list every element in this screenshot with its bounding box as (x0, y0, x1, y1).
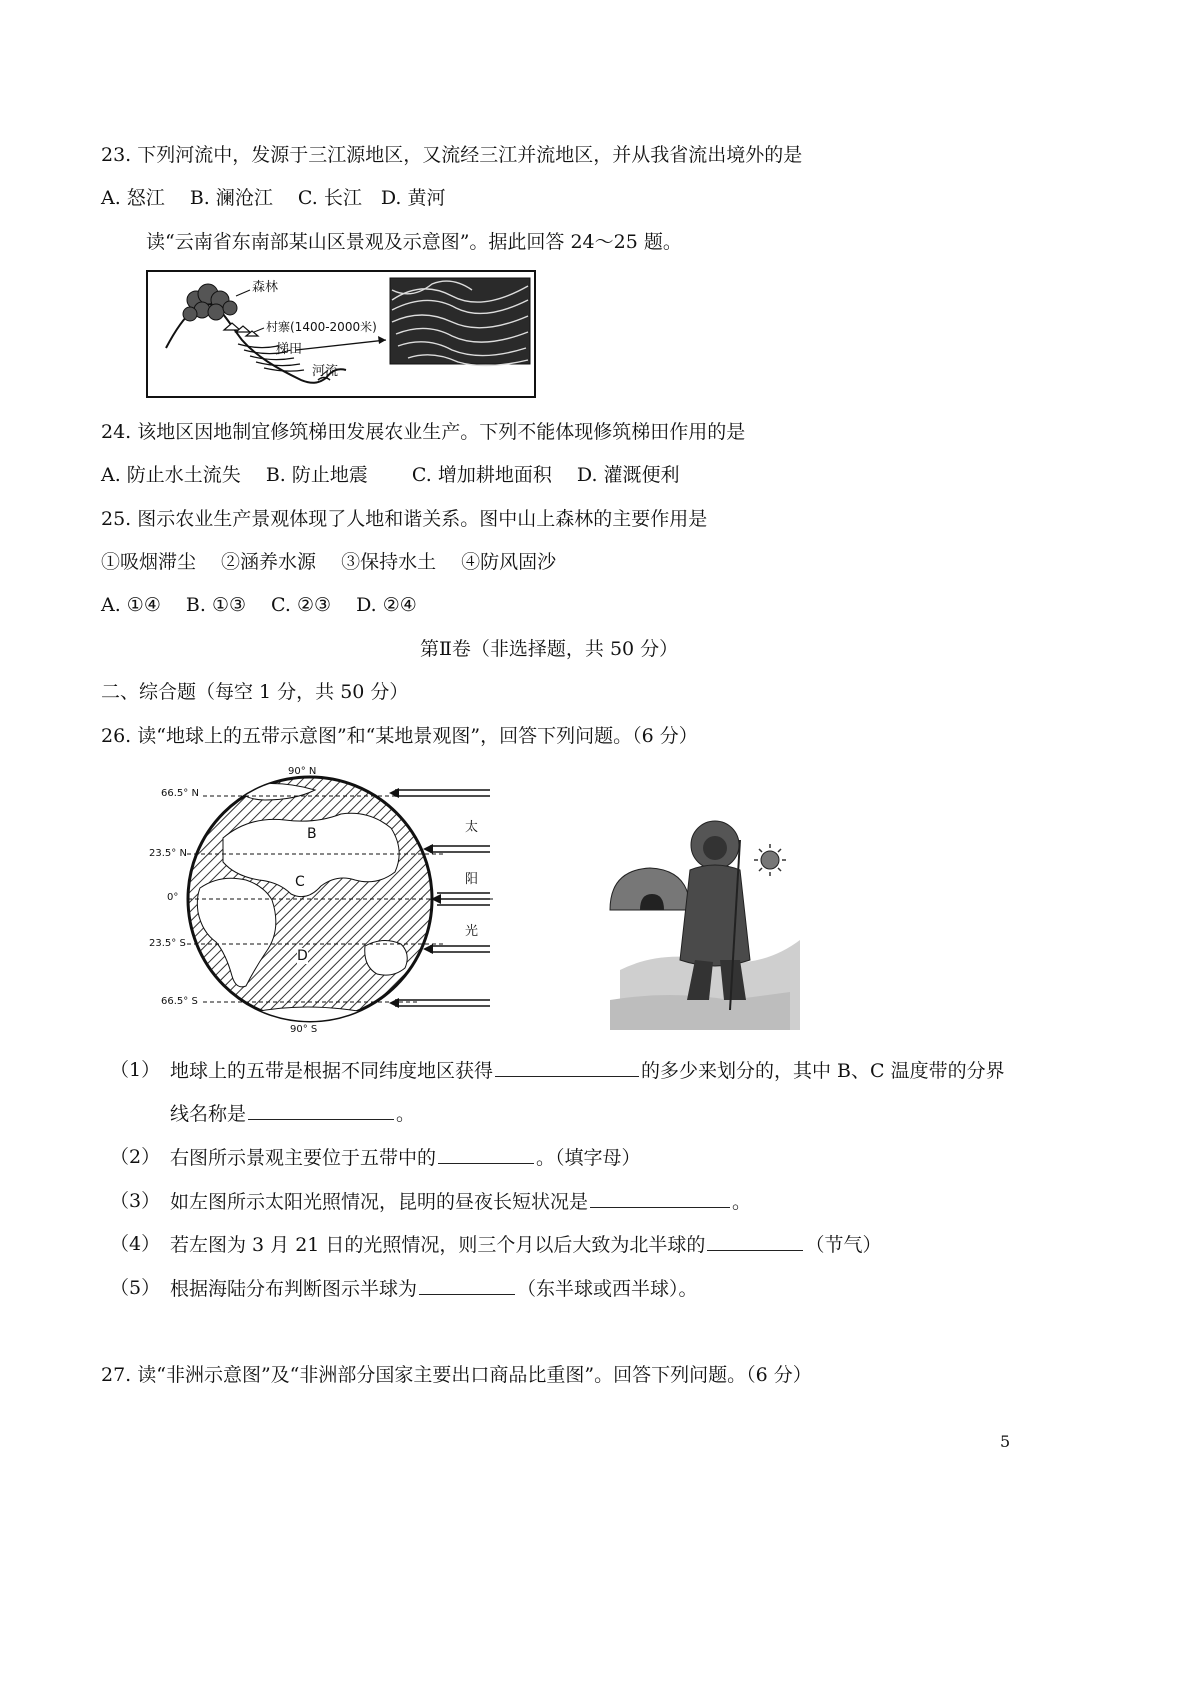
q26-sub1-line2 (170, 1101, 415, 1126)
q23-options: A. 怒江 B. 澜沧江 C. 长江 D. 黄河 (101, 187, 446, 209)
q26-sub1-text-b: 的多少来划分的，其中 B、C 温度带的分界 (641, 1060, 1005, 1082)
lat-0-label: 0° (167, 892, 179, 903)
q23-stem: 23. 下列河流中，发源于三江源地区，又流经三江并流地区，并从我省流出境外的是 (101, 144, 803, 166)
zone-b-label: B (307, 826, 317, 842)
q24-options: A. 防止水土流失 B. 防止地震 C. 增加耕地面积 D. 灌溉便利 (101, 464, 680, 486)
q26-sub5-line (170, 1276, 698, 1301)
landscape-photo (600, 800, 800, 1030)
five-zones-globe-figure (145, 768, 505, 1038)
q26-sub4-text-a: 若左图为 3 月 21 日的光照情况，则三个月以后大致为北半球的 (170, 1234, 706, 1256)
q26-sub5-text-a: 根据海陆分布判断图示半球为 (170, 1278, 418, 1300)
q26-sub2-text-a: 右图所示景观主要位于五带中的 (170, 1147, 437, 1169)
q26-sub3-number: （3） (110, 1190, 161, 1212)
q26-sub1-text-d: 。 (396, 1103, 416, 1125)
q26-sub1-number: （1） (110, 1059, 161, 1081)
q26-sub1-text-c: 线名称是 (170, 1103, 247, 1125)
q26-sub5-text-b: （东半球或西半球）。 (517, 1278, 698, 1300)
q25-stem: 25. 图示农业生产景观体现了人地和谐关系。图中山上森林的主要作用是 (101, 508, 708, 530)
q26-sub3-text-a: 如左图所示太阳光照情况，昆明的昼夜长短状况是 (170, 1191, 589, 1213)
lat-665s-label: 66.5° S (161, 996, 198, 1007)
q26-sub1-blank-2[interactable] (248, 1101, 394, 1120)
read-instruction-24-25: 读“云南省东南部某山区景观及示意图”。据此回答 24～25 题。 (146, 231, 682, 253)
lat-90n-label: 90° N (288, 766, 317, 777)
zone-d-label: D (297, 948, 308, 964)
river-label: 河流 (312, 364, 339, 379)
q26-sub5-blank[interactable] (419, 1276, 515, 1295)
q26-sub1-text-a: 地球上的五带是根据不同纬度地区获得 (170, 1060, 494, 1082)
village-label: 村寨(1400-2000米) (266, 320, 377, 334)
forest-label: 森林 (252, 280, 279, 295)
q26-sub4-number: （4） (110, 1233, 161, 1255)
lat-90s-label: 90° S (290, 1024, 318, 1035)
q26-sub3-text-b: 。 (732, 1191, 752, 1213)
q24-stem: 24. 该地区因地制宜修筑梯田发展农业生产。下列不能体现修筑梯田作用的是 (101, 421, 746, 443)
q26-sub4-text-b: （节气） (805, 1234, 882, 1256)
q26-sub5-number: （5） (110, 1277, 161, 1299)
q26-sub3-blank[interactable] (590, 1189, 730, 1208)
page-number: 5 (1000, 1432, 1011, 1451)
q26-sub2-line (170, 1145, 641, 1170)
lat-235s-label: 23.5° S (149, 938, 186, 949)
q26-stem: 26. 读“地球上的五带示意图”和“某地景观图”，回答下列问题。（6 分） (101, 725, 698, 747)
q25-options: A. ①④ B. ①③ C. ②③ D. ②④ (101, 594, 417, 616)
terrace-label: 梯田 (276, 342, 303, 357)
q26-sub4-blank[interactable] (707, 1232, 803, 1251)
sunlight-label-2: 阳 (465, 872, 479, 887)
q26-sub4-line (170, 1232, 881, 1257)
section-2-heading: 二、综合题（每空 1 分，共 50 分） (101, 681, 409, 703)
q25-items: ①吸烟滞尘 ②涵养水源 ③保持水土 ④防风固沙 (101, 551, 557, 573)
sunlight-label-3: 光 (465, 924, 479, 939)
lat-665n-label: 66.5° N (161, 788, 199, 799)
zone-c-label: C (295, 874, 305, 890)
q26-sub2-number: （2） (110, 1146, 161, 1168)
q27-stem: 27. 读“非洲示意图”及“非洲部分国家主要出口商品比重图”。回答下列问题。（6 分） (101, 1364, 812, 1386)
q26-sub2-blank[interactable] (438, 1145, 534, 1164)
q26-sub2-text-b: 。（填字母） (536, 1147, 641, 1169)
volume-2-title: 第Ⅱ卷（非选择题，共 50 分） (420, 638, 679, 660)
lat-235n-label: 23.5° N (149, 848, 187, 859)
q26-sub1-line1 (170, 1058, 1005, 1083)
q26-sub3-line (170, 1189, 751, 1214)
mountain-terrace-figure (146, 270, 536, 398)
sunlight-label-1: 太 (465, 820, 479, 835)
q26-sub1-blank-1[interactable] (495, 1058, 639, 1077)
